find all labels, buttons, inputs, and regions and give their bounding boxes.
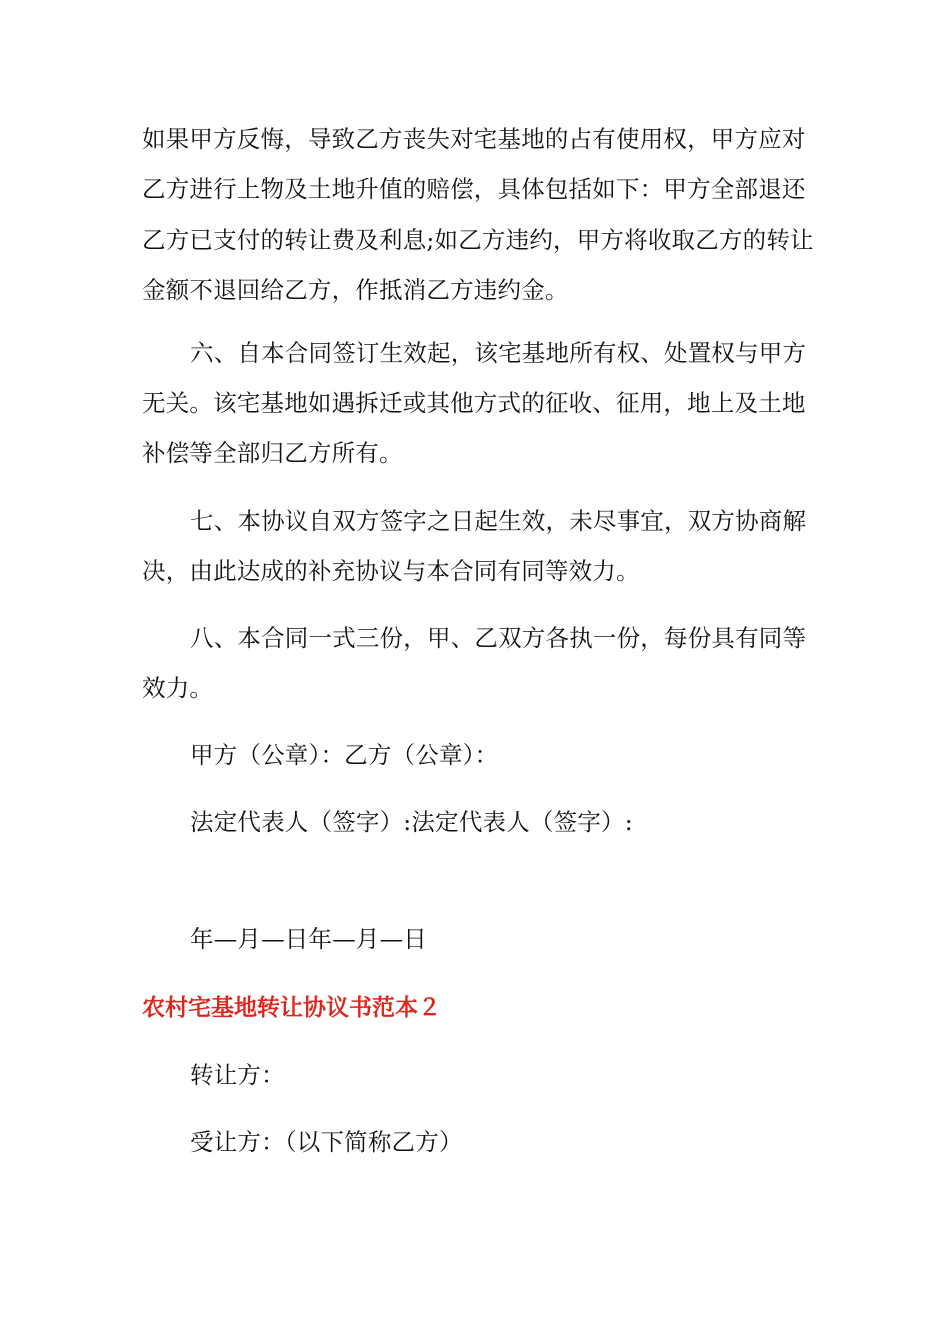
paragraph-7-line-1: 七、本协议自双方签字之日起生效，未尽事宜，双方协商解: [190, 507, 807, 535]
transferor-line: 转让方：: [190, 1061, 285, 1089]
transferee-line: 受让方：（以下简称乙方）: [190, 1128, 463, 1156]
section-heading: 农村宅基地转让协议书范本２: [142, 995, 441, 1021]
paragraph-5-line-2: 乙方进行上物及土地升值的赔偿，具体包括如下：甲方全部退还: [142, 175, 806, 203]
paragraph-8-line-2: 效力。: [142, 674, 214, 702]
seal-line: 甲方（公章）：乙方（公章）：: [190, 741, 499, 769]
paragraph-6-line-2: 无关。该宅基地如遇拆迁或其他方式的征收、征用，地上及土地: [142, 389, 806, 417]
paragraph-8-line-1: 八、本合同一式三份，甲、乙双方各执一份，每份具有同等: [190, 624, 807, 652]
paragraph-5-line-4: 金额不退回给乙方，作抵消乙方违约金。: [142, 276, 569, 304]
paragraph-5-line-1: 如果甲方反悔，导致乙方丧失对宅基地的占有使用权，甲方应对: [142, 125, 806, 153]
paragraph-6-line-3: 补偿等全部归乙方所有。: [142, 439, 403, 467]
signature-line: 法定代表人（签字）:法定代表人（签字）:: [190, 808, 633, 836]
paragraph-6-line-1: 六、自本合同签订生效起，该宅基地所有权、处置权与甲方: [190, 339, 807, 367]
paragraph-7-line-2: 决，由此达成的补充协议与本合同有同等效力。: [142, 557, 640, 585]
date-line: 年—月—日年—月—日: [190, 925, 427, 953]
paragraph-5-line-3: 乙方已支付的转让费及利息;如乙方违约，甲方将收取乙方的转让: [142, 226, 814, 254]
